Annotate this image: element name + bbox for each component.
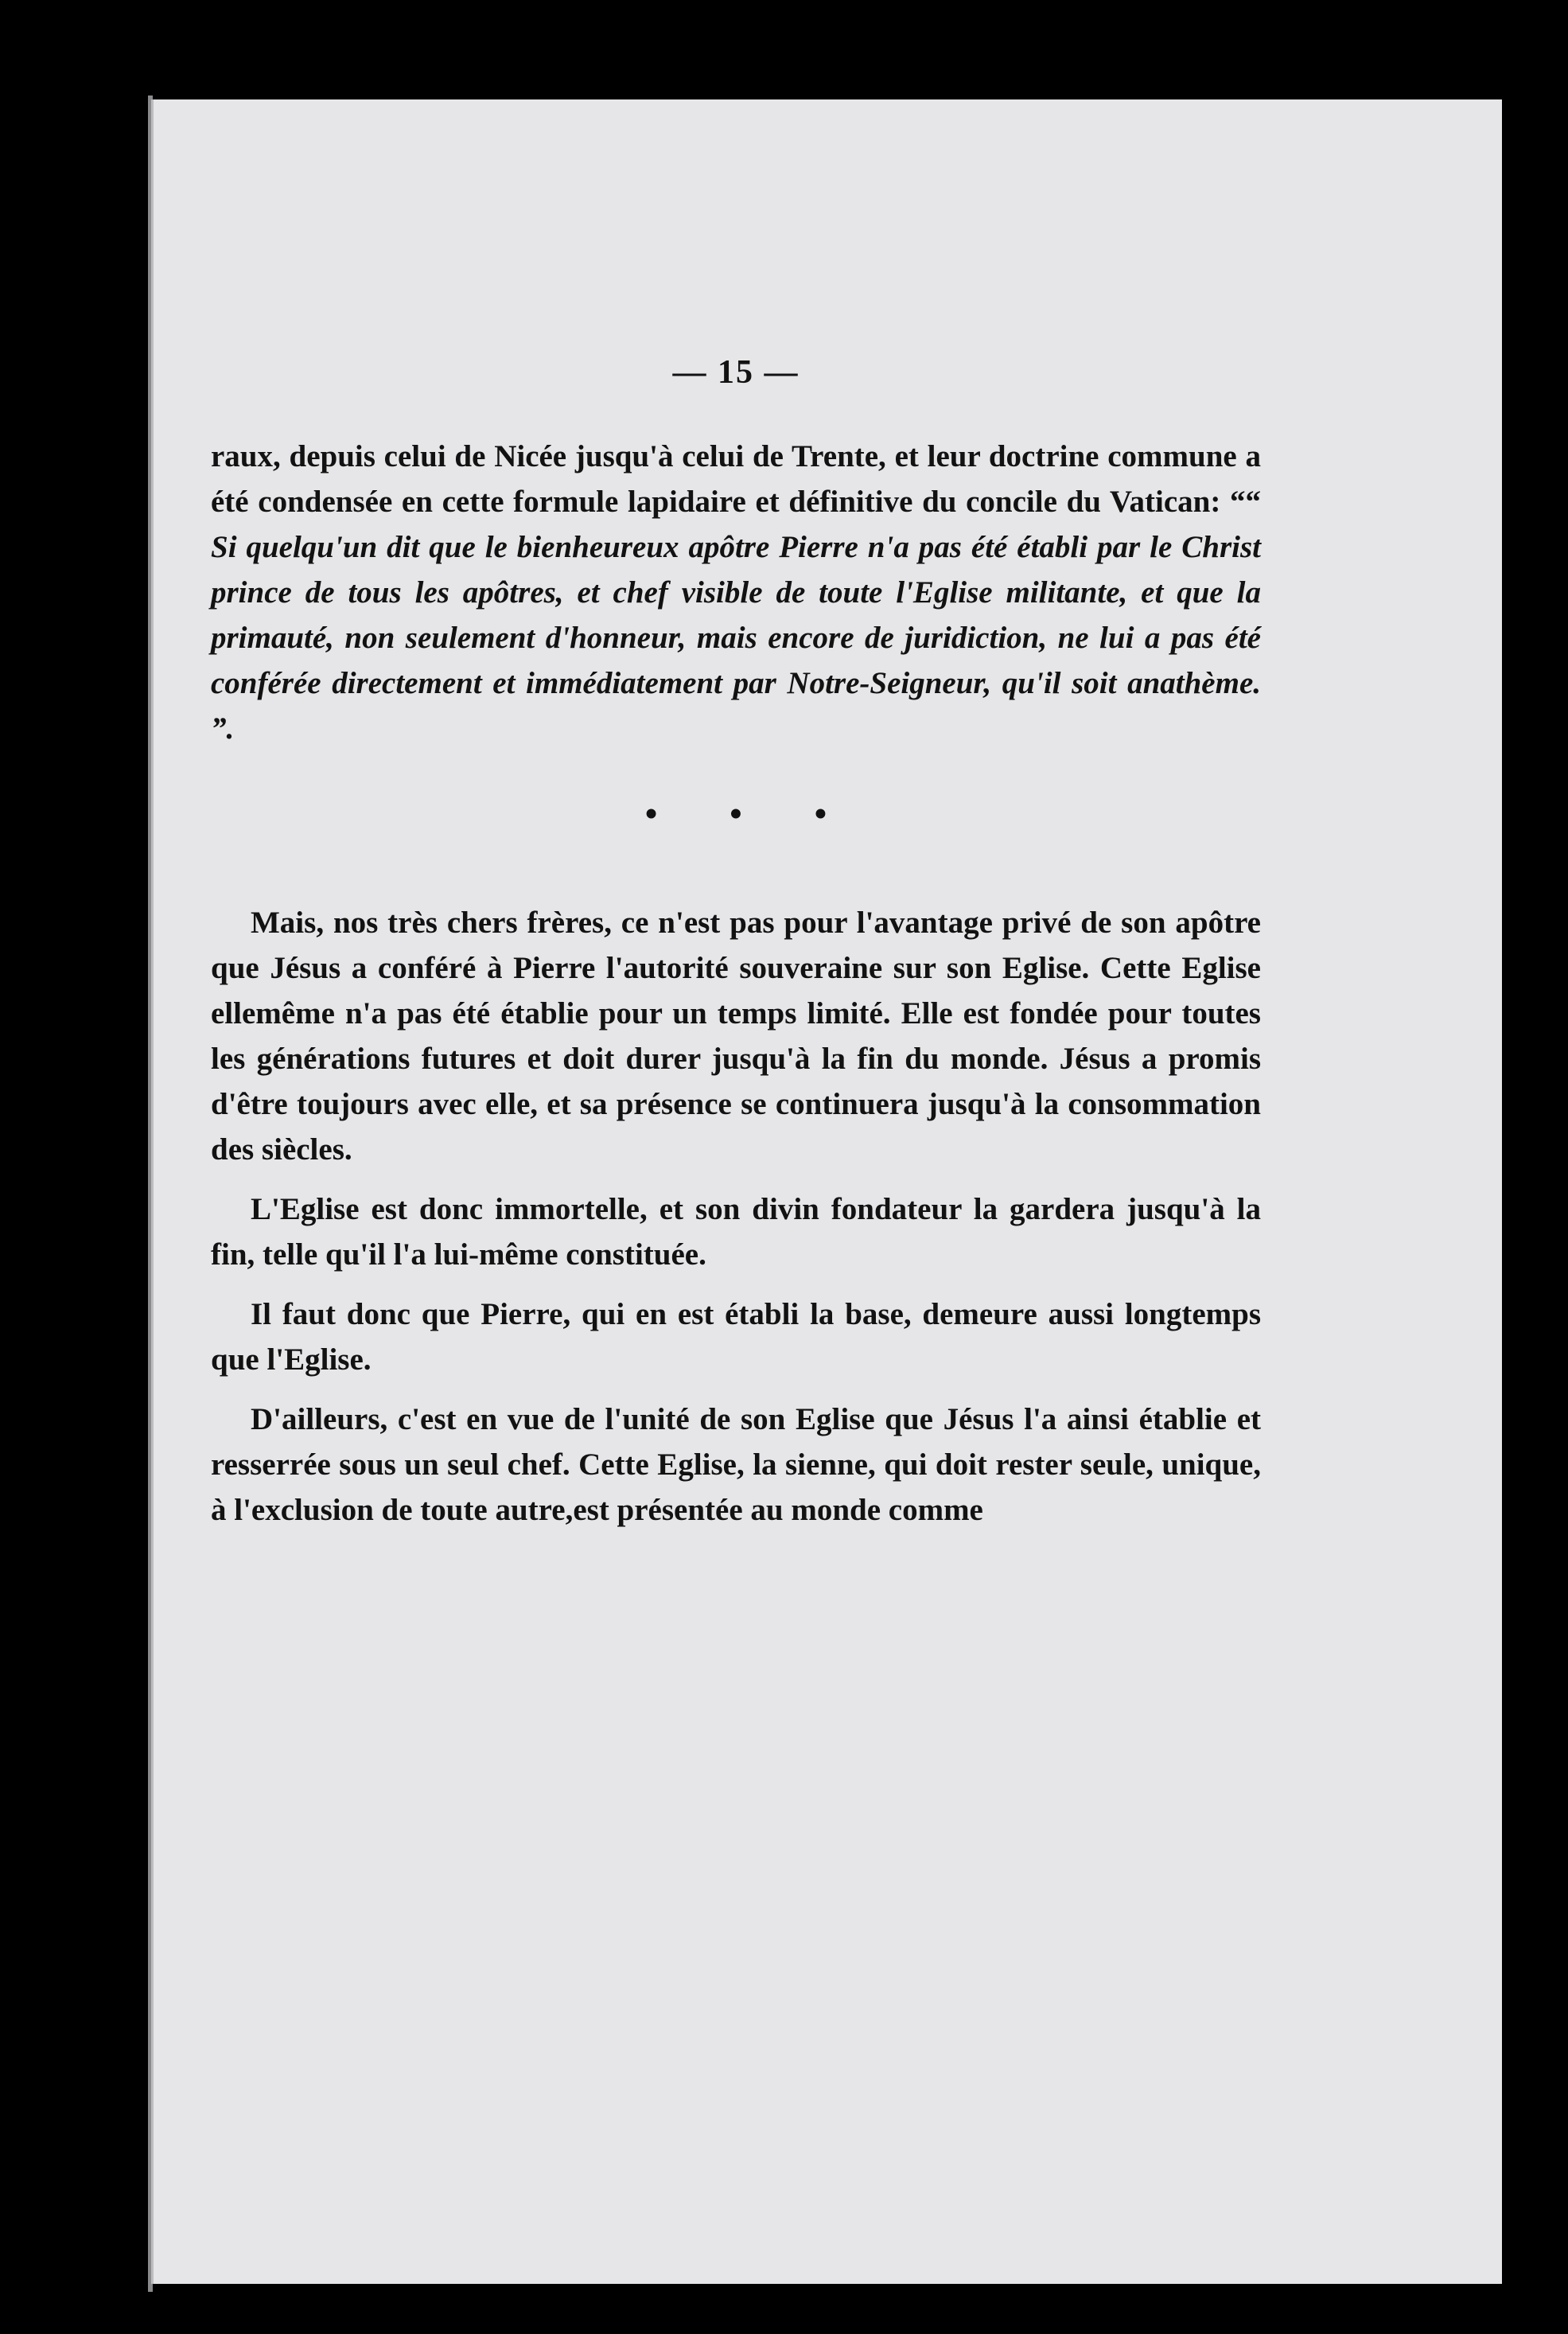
paragraph-1-quote: Si quelqu'un dit que le bienheureux apôtre Pierre n'a pas été établi par le Christ prince de tous les apôtres, et chef visible de toute l'Eglise militante, et que la primauté, non seulement d'honneur, mais encore de juridiction, ne lui a pas été conférée directement et immédiatement par Notre-Seigneur, qu'il soit anathème. ”. bbox=[211, 530, 1261, 746]
page-number: — 15 — bbox=[672, 354, 800, 391]
paragraph-5: D'ailleurs, c'est en vue de l'unité de son Eglise que Jésus l'a ainsi établie et resserrée sous un seul chef. Cette Eglise, la sienne, qui doit rester seule, unique, à l'exclusion de toute autre,est présentée au monde comme bbox=[211, 1402, 1261, 1527]
paragraph-3: L'Eglise est donc immortelle, et son divin fondateur la gardera jusqu'à la fin, telle qu'il l'a lui-même constituée. bbox=[211, 1192, 1261, 1272]
page-text bbox=[211, 350, 1261, 1533]
paragraph-1 bbox=[211, 434, 1261, 751]
section-separator: • • • bbox=[644, 794, 859, 833]
paragraph-2: Mais, nos très chers frères, ce n'est pas pour l'avantage privé de son apôtre que Jésus a conféré à Pierre l'autorité souveraine sur son Eglise. Cette Eglise ellemême n'a pas été établie pour un temps limité. Elle est fondée pour toutes les générations futures et doit durer jusqu'à la fin du monde. Jésus a promis d'être toujours avec elle, et sa présence se continuera jusqu'à la consommation des siècles. bbox=[211, 906, 1261, 1167]
paragraph-1-plain: raux, depuis celui de Nicée jusqu'à celui de Trente, et leur doctrine commune a été condensée en cette formule lapidaire et définitive du concile du Vatican: ““ bbox=[211, 439, 1261, 519]
scan-speck bbox=[1531, 286, 1538, 293]
paragraph-4: Il faut donc que Pierre, qui en est établi la base, demeure aussi longtemps que l'Eglise. bbox=[211, 1297, 1261, 1377]
